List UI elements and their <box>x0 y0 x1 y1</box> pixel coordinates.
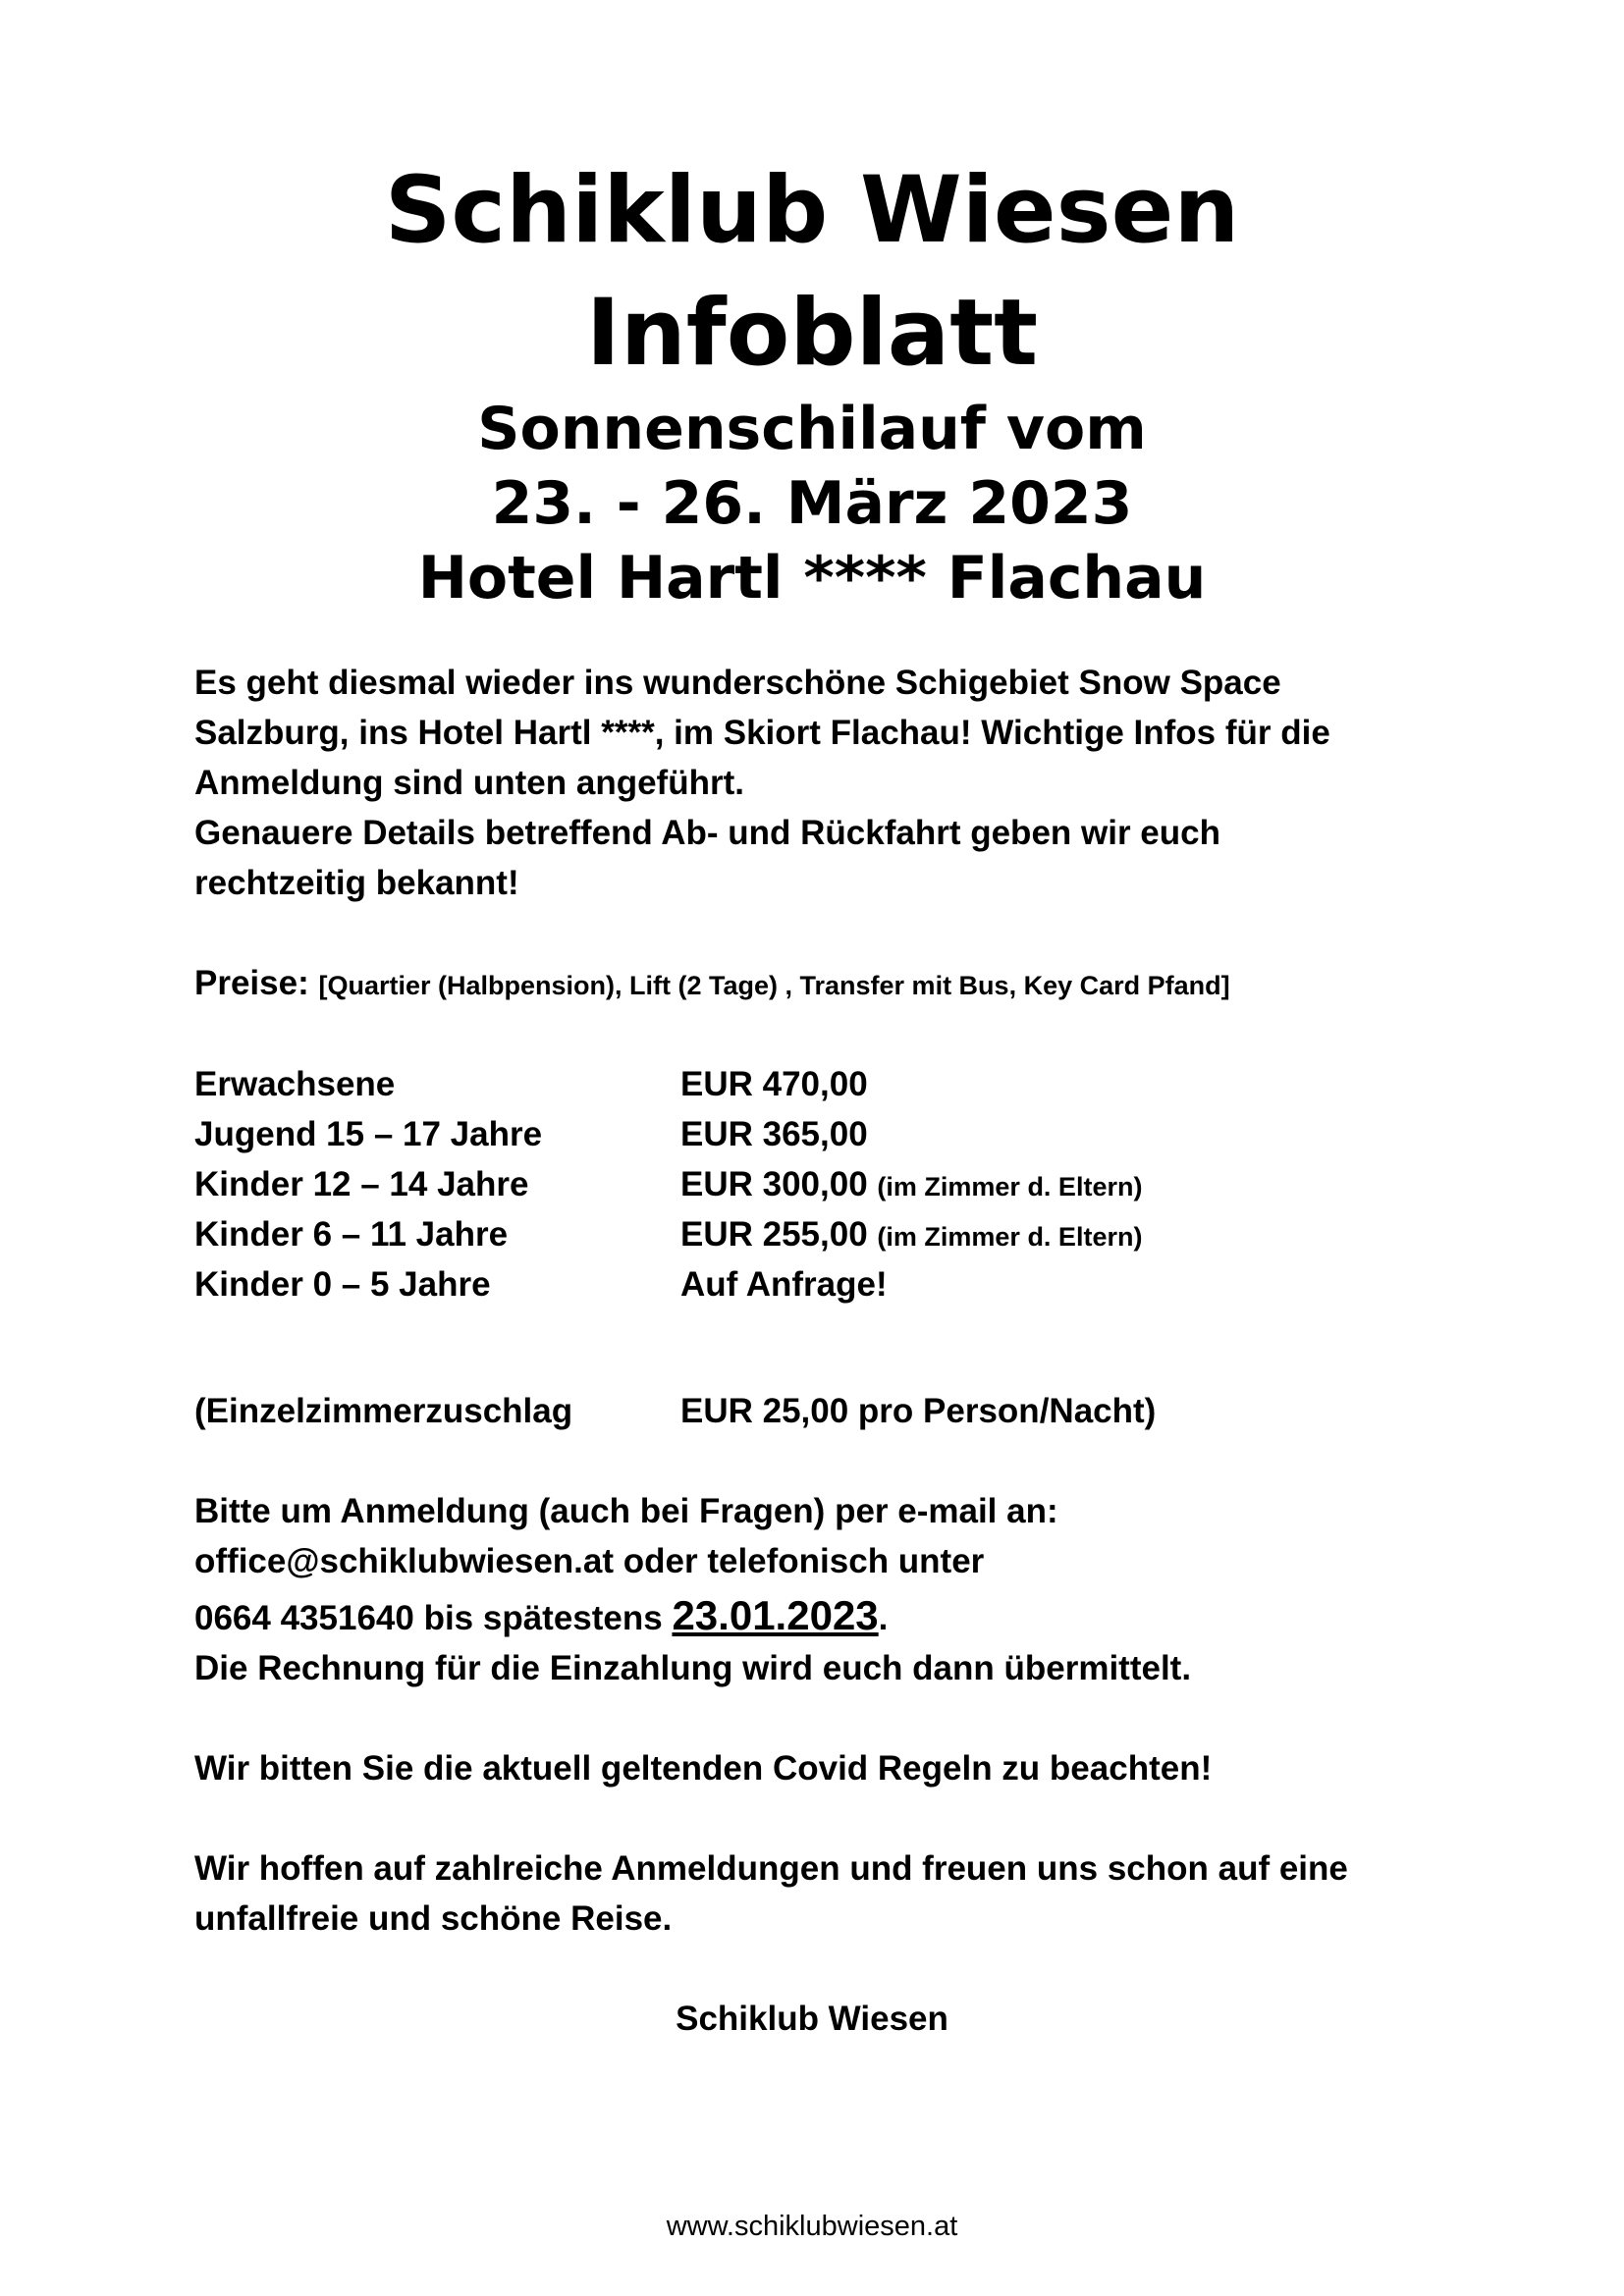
intro-line-3: Anmeldung sind unten angeführt. <box>194 764 744 802</box>
single-room-price: EUR 25,00 pro Person/Nacht) <box>680 1392 1157 1430</box>
registration-line-1: Bitte um Anmeldung (auch bei Fragen) per e-mail an: <box>194 1492 1058 1530</box>
covid-notice: Wir bitten Sie die aktuell geltenden Covid Regeln zu beachten! <box>194 1749 1213 1788</box>
price-value: EUR 255,00 (im Zimmer d. Eltern) <box>680 1215 1143 1254</box>
intro-line-1: Es geht diesmal wieder ins wunderschöne Schigebiet Snow Space <box>194 664 1281 702</box>
price-value: EUR 365,00 <box>680 1115 868 1153</box>
title-infoblatt: Infoblatt <box>585 280 1039 387</box>
subtitle-hotel: Hotel Hartl **** Flachau <box>417 544 1207 613</box>
subtitle-dates: 23. - 26. März 2023 <box>491 469 1133 538</box>
price-value: EUR 300,00 (im Zimmer d. Eltern) <box>680 1165 1143 1203</box>
intro-line-2: Salzburg, ins Hotel Hartl ****, im Skiort Flachau! Wichtige Infos für die <box>194 714 1330 752</box>
price-category: Kinder 6 – 11 Jahre <box>194 1215 509 1254</box>
price-value: Auf Anfrage! <box>680 1265 888 1304</box>
deadline-date: 23.01.2023 <box>672 1592 879 1638</box>
price-category: Erwachsene <box>194 1065 396 1103</box>
registration-line-4: Die Rechnung für die Einzahlung wird euch dann übermittelt. <box>194 1649 1192 1687</box>
prices-label: Preise: <box>194 964 309 1002</box>
prices-heading <box>194 964 1471 1003</box>
price-category: Kinder 0 – 5 Jahre <box>194 1265 491 1304</box>
closing-line-1: Wir hoffen auf zahlreiche Anmeldungen und freuen uns schon auf eine <box>194 1849 1348 1888</box>
subtitle-event: Sonnenschilauf vom <box>477 395 1147 463</box>
registration-line-2: office@schiklubwiesen.at oder telefonisch unter <box>194 1542 985 1580</box>
title-club-name: Schiklub Wiesen <box>384 157 1240 264</box>
prices-note: [Quartier (Halbpension), Lift (2 Tage) , Transfer mit Bus, Key Card Pfand] <box>318 971 1230 1000</box>
price-category: Jugend 15 – 17 Jahre <box>194 1115 543 1153</box>
single-room-label: (Einzelzimmerzuschlag <box>194 1392 573 1430</box>
registration-line-3: 0664 4351640 bis spätestens 23.01.2023. <box>194 1592 889 1638</box>
intro-line-5: rechtzeitig bekannt! <box>194 864 519 902</box>
price-value: EUR 470,00 <box>680 1065 868 1103</box>
footer-website: www.schiklubwiesen.at <box>666 2211 958 2242</box>
signature: Schiklub Wiesen <box>676 2000 948 2038</box>
price-category: Kinder 12 – 14 Jahre <box>194 1165 529 1203</box>
intro-line-4: Genauere Details betreffend Ab- und Rückfahrt geben wir euch <box>194 814 1220 852</box>
closing-line-2: unfallfreie und schöne Reise. <box>194 1899 673 1938</box>
